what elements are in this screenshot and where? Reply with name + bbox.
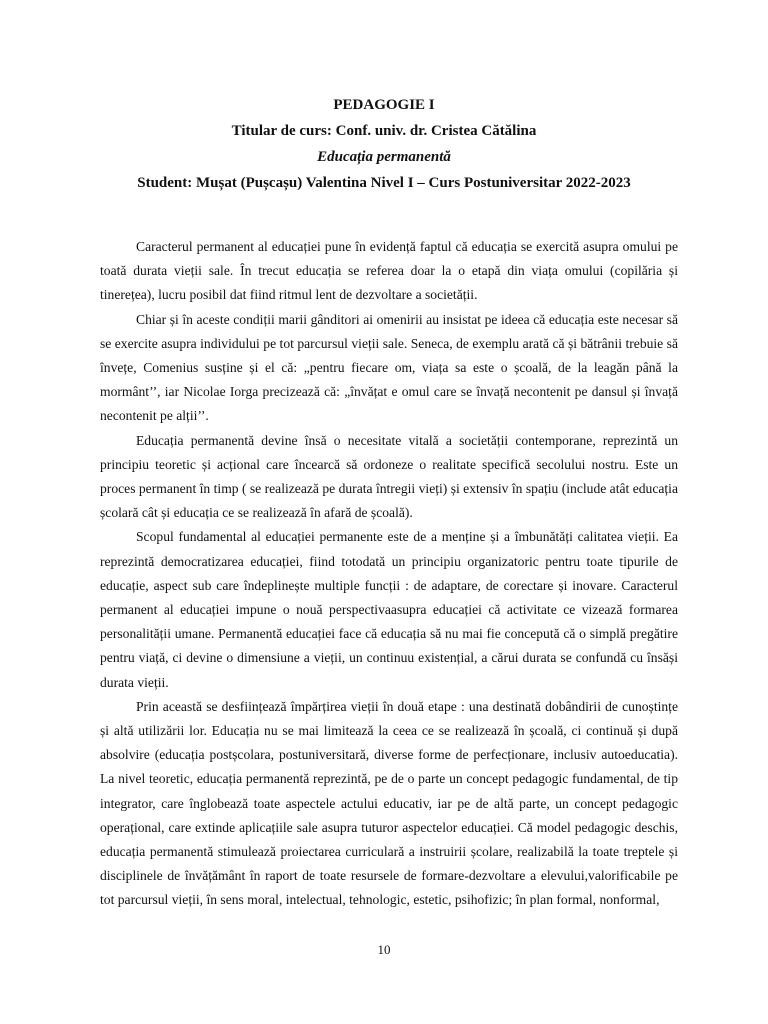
paragraph: Chiar și în aceste condiții marii gânditori ai omenirii au insistat pe ideea că educația este necesar să se exercite asupra individului pe tot parcursul vieții sale. Seneca, de exemplu arată că și bătrânii trebuie să învețe, Comenius susține și el că: „pentru fiecare om, viața sa este o școală, de la leagăn până la mormânt’’, iar Nicolae Iorga precizează că: „învățat e omul care se învață necontenit pe dansul și învață necontenit pe alții’’. <box>100 311 678 424</box>
paragraph: Educația permanentă devine însă o necesitate vitală a societății contemporane, reprezintă un principiu teoretic și acțional care încearcă să ordoneze o realitate specifică secolului nostru. Este un proces permanent în timp ( se realizează pe durata întregii vieți) și extensiv în spațiu (include atât educația școlară cât și educația ce se realizează în afară de școală). <box>100 432 678 521</box>
course-title: PEDAGOGIE I <box>333 97 435 113</box>
document-header <box>100 92 668 196</box>
student-line: Student: Mușat (Pușcașu) Valentina Nivel I – Curs Postuniversitar 2022-2023 <box>137 175 631 191</box>
paragraph: Prin această se desființează împărțirea vieții în două etape : una destinată dobândirii de cunoștințe și altă utilizării lor. Educația nu se mai limitează la ceea ce se realizează în școală, ci continuă și după absolvire (educația postșcolara, postuniversitară, diverse forme de perfecționare, inclusiv autoeducatia). La nivel teoretic, educația permanentă reprezintă, pe de o parte un concept pedagogic fundamental, de tip integrator, care înglobează toate aspectele actului educativ, iar pe de altă parte, un concept pedagogic operațional, care extinde aplicațiile sale asupra tuturor aspectelor educației. Că model pedagogic deschis, educația permanentă stimulează proiectarea curriculară a instruirii școlare, realizabilă la toate treptele și disciplinele de învățământ în raport de toate resursele de formare-dezvoltare a elevului,valorificabile pe tot parcursul vieții, în sens moral, intelectual, tehnologic, estetic, psihofizic; în plan formal, nonformal, <box>100 698 678 908</box>
lecturer-line: Titular de curs: Conf. univ. dr. Cristea Cătălina <box>231 123 537 139</box>
document-body <box>100 235 678 913</box>
paragraph: Caracterul permanent al educației pune în evidență faptul că educația se exercită asupra omului pe toată durata vieții sale. În trecut educația se referea doar la o etapă din viața omului (copilăria și tinerețea), lucru posibil dat fiind ritmul lent de dezvoltare a societății. <box>100 239 678 303</box>
page-number: 10 <box>377 942 391 957</box>
paragraph: Scopul fundamental al educației permanente este de a menține și a îmbunătăți calitatea vieții. Ea reprezintă democratizarea educației, fiind totodată un principiu organizatoric pentru toate tipurile de educație, aspect sub care îndeplinește multiple funcții : de adaptare, de corectare și inovare. Caracterul permanent al educației impune o nouă perspectivaasupra educației că activitate ce vizează formarea personalității umane. Permanentă educației face că educația să nu mai fie concepută că o simplă pregătire pentru viață, ci devine o dimensiune a vieții, un continuu existențial, a cărui durata se confundă cu însăși durata vieții. <box>100 529 678 690</box>
topic-title: Educația permanentă <box>317 149 451 165</box>
